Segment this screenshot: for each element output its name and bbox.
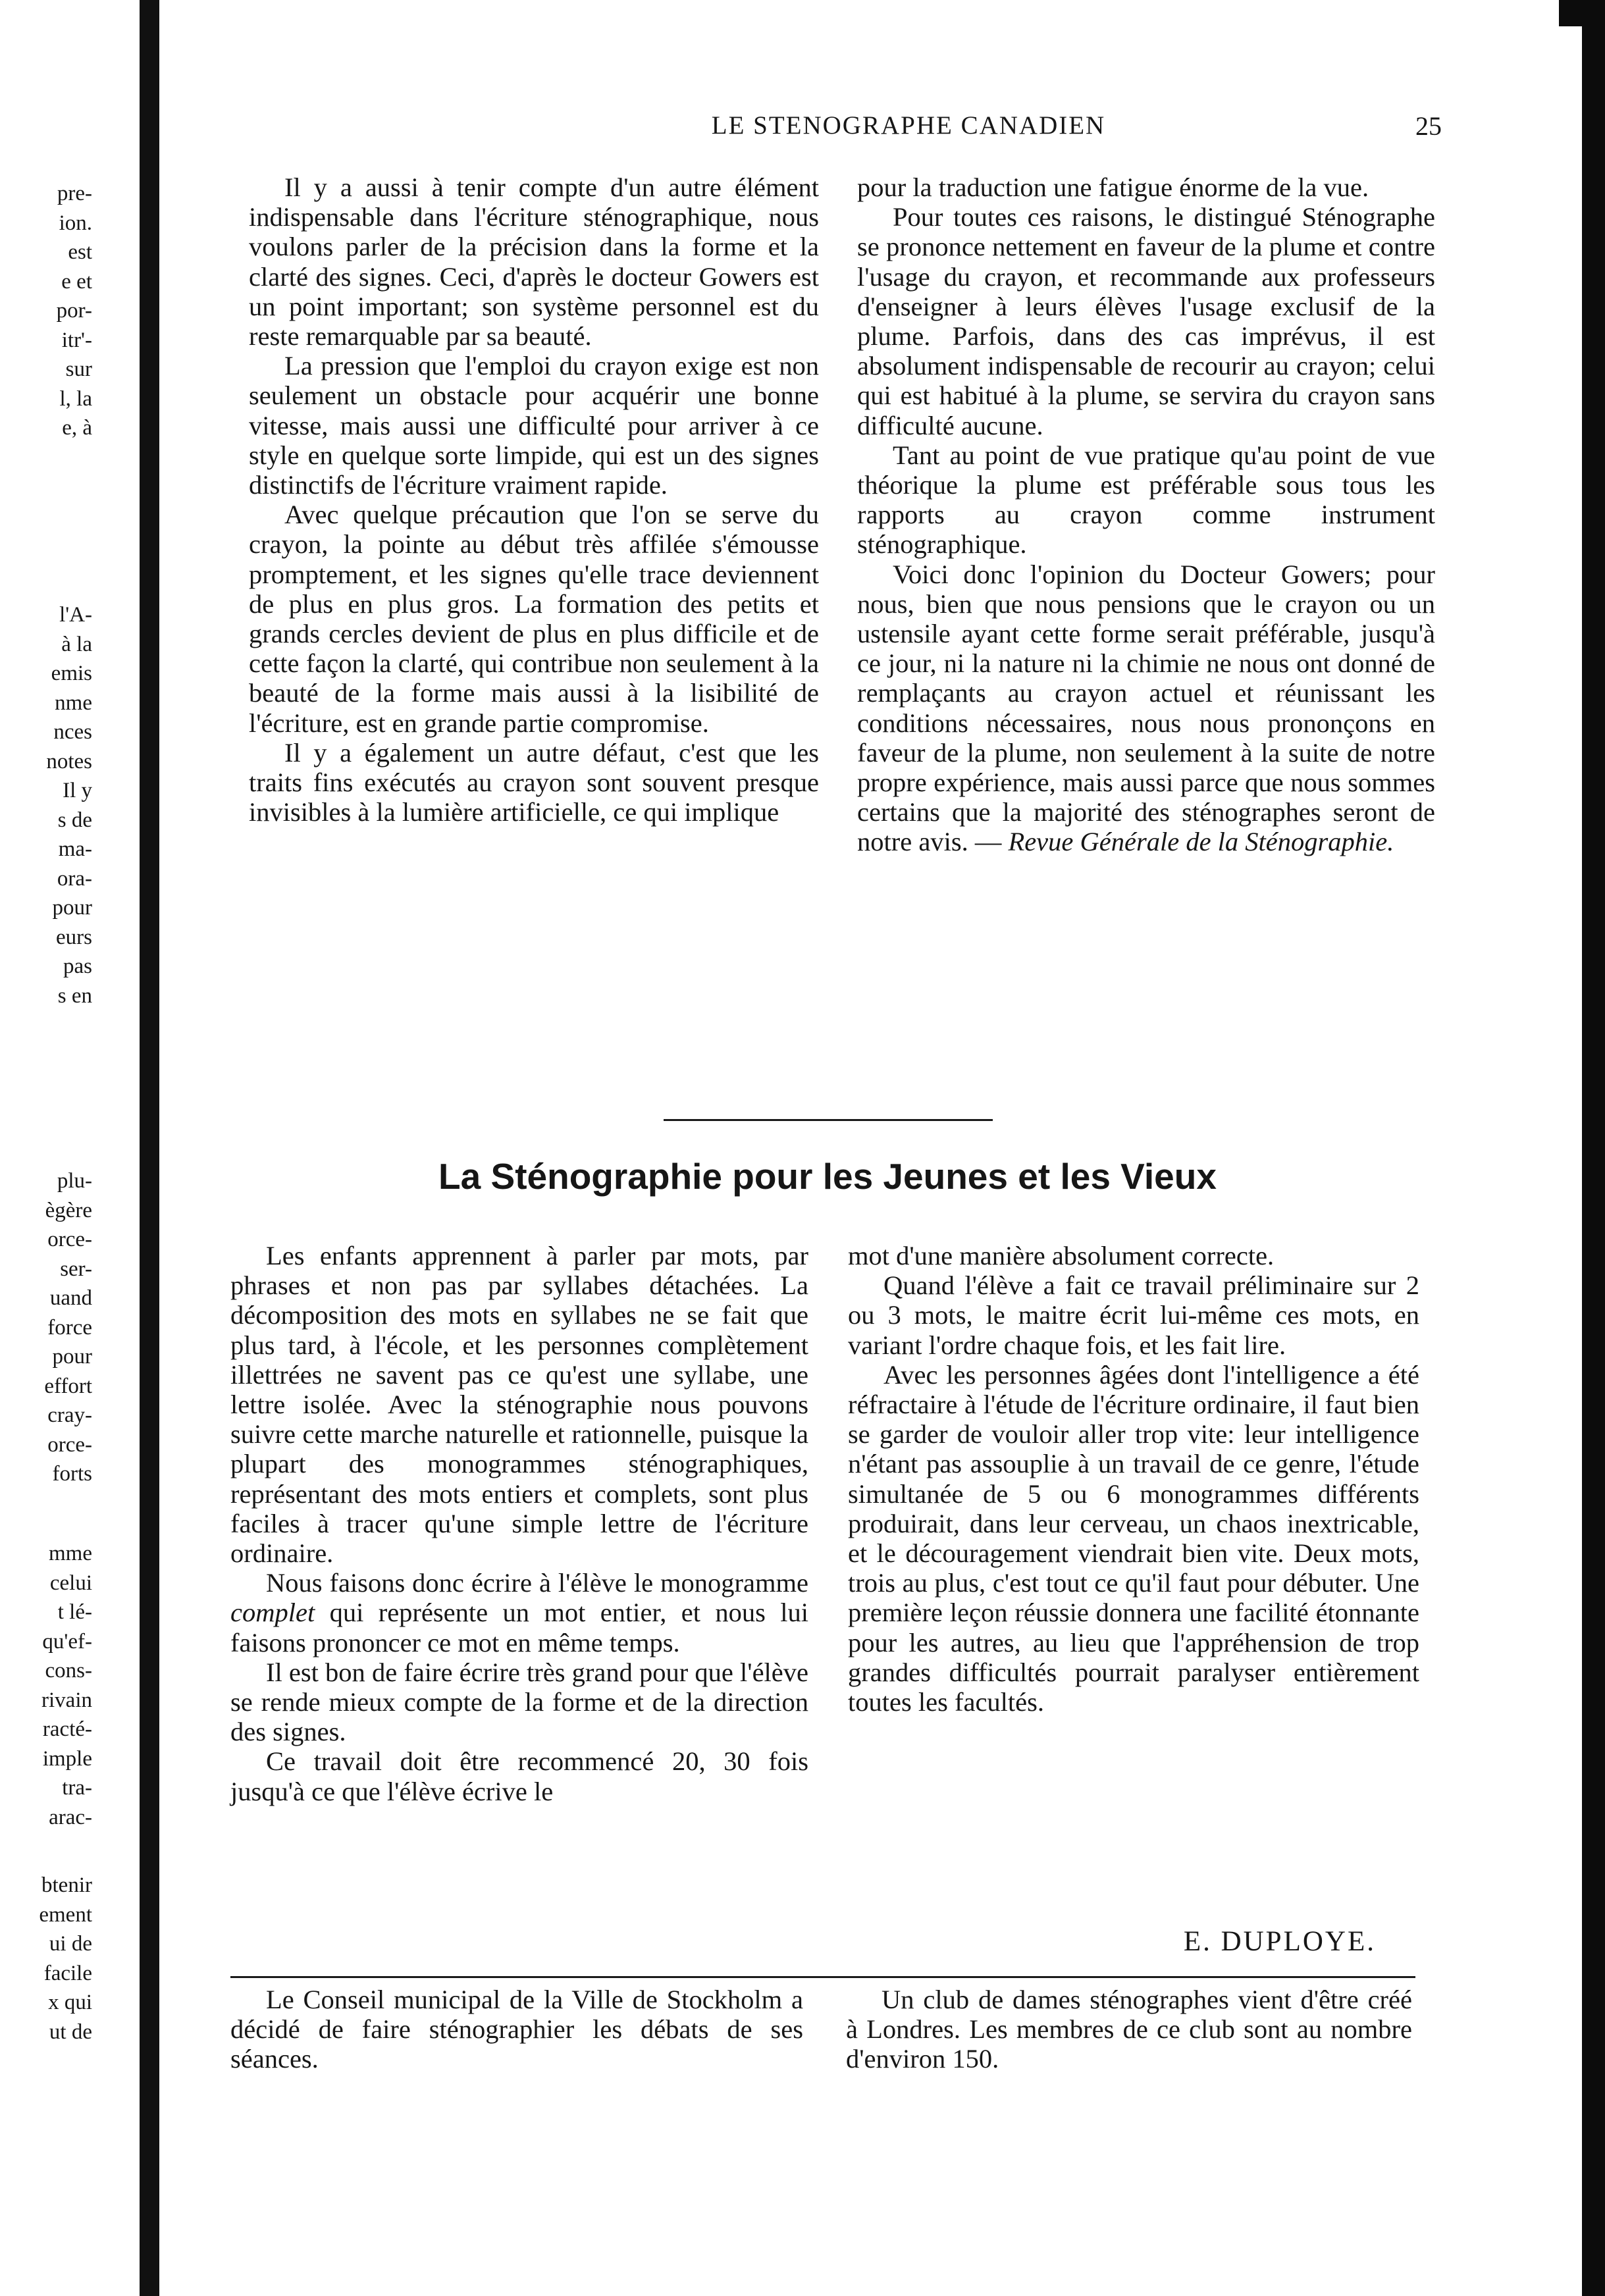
- paragraph: Un club de dames sténographes vient d'être créé à Londres. Les membres de ce club sont au nombre d'environ 150.: [846, 1985, 1412, 2074]
- spine-line: pour: [52, 896, 92, 920]
- paragraph: [857, 560, 1435, 857]
- paragraph: Avec quelque précaution que l'on se serve du crayon, la pointe au début très affilée s'émousse promptement, et les signes qu'elle trace deviennent de plus en plus gros. La formation des petits et grands cercles devient de plus en plus difficile et de cette façon la clarté, qui contribue non seulement à la beauté de la forme mais aussi à la lisibilité de l'écriture, est en grande partie compromise.: [249, 500, 819, 738]
- spine-line: racté-: [42, 1717, 92, 1741]
- spine-line: l, la: [59, 386, 92, 411]
- spine-line: forts: [52, 1462, 92, 1486]
- footer-divider: [230, 1976, 1415, 1978]
- author-signature: E. DUPLOYE.: [1183, 1926, 1376, 1957]
- paragraph-text: qui représente un mot entier, et nous lui faisons prononcer ce mot en même temps.: [230, 1598, 809, 1657]
- spine-line: à la: [61, 632, 92, 656]
- paragraph: Les enfants apprennent à parler par mots, par phrases et non pas par syllabes détachées. La décomposition des mots en syllabes ne se fait que plus tard, à l'école, et les personnes complètement illettrées ne savent pas ce qu'est une syllabe, une lettre isolée. Avec la sténographie nous pouvons suivre cette marche naturelle et rationnelle, puisque la plupart des monogrammes sténographiques, représentant des mots entiers et complets, sont plus faciles à tracer qu'une simple lettre de l'écriture ordinaire.: [230, 1241, 808, 1569]
- spine-line: nme: [55, 691, 92, 715]
- paragraph-continuation: mot d'une manière absolument correcte.: [848, 1241, 1275, 1270]
- spine-line: Il y: [63, 779, 92, 802]
- spine-line: btenir: [41, 1873, 92, 1897]
- facing-page-fragment: [0, 600, 92, 1010]
- paragraph: Tant au point de vue pratique qu'au point de vue théorique la plume est préférable sous tous les rapports au crayon comme instrument sténographique.: [857, 440, 1435, 560]
- spine-line: notes: [46, 749, 92, 773]
- news-brief-right: [846, 1985, 1412, 2074]
- spine-line: ion.: [59, 211, 92, 235]
- facing-page-fragment: [0, 1166, 92, 1489]
- paragraph: Ce travail doit être recommencé 20, 30 fois jusqu'à ce que l'élève écrive le: [230, 1746, 808, 1806]
- paragraph: Il est bon de faire écrire très grand pour que l'élève se rende mieux compte de la forme et de la direction des signes.: [230, 1657, 808, 1747]
- page-number: 25: [1415, 111, 1442, 141]
- news-brief-left: [230, 1985, 803, 2074]
- spine-line: e, à: [62, 416, 92, 440]
- paragraph: Quand l'élève a fait ce travail préliminaire sur 2 ou 3 mots, le maitre écrit lui-même ces mots, en variant l'ordre chaque fois, et les fait lire.: [848, 1270, 1419, 1360]
- paragraph: Le Conseil municipal de la Ville de Stockholm a décidé de faire sténographier les débats de ses séances.: [230, 1985, 803, 2074]
- page-right-edge: [1582, 0, 1605, 2296]
- paragraph: Avec les personnes âgées dont l'intelligence a été réfractaire à l'étude de l'écriture ordinaire, il faut bien se garder de vouloir aller trop vite: leur intelligence n'étant pas assouplie à un travail de ce genre, l'étude simultanée de 5 ou 6 monogrammes différents produirait, dans leur cerveau, un chaos inextricable, et le découragement viendrait bien vite. Deux mots, trois au plus, c'est tout ce qu'il faut pour débuter. Une première leçon réussie donnera une facilité étonnante pour les autres, au lieu que l'appréhension de trop grandes difficultés pourrait paralyser entièrement toutes les facultés.: [848, 1359, 1419, 1717]
- spine-line: s en: [57, 983, 92, 1008]
- paragraph: Il y a également un autre défaut, c'est que les traits fins exécutés au crayon sont souvent presque invisibles à la lumière artificielle, ce qui implique: [249, 737, 819, 827]
- spine-line: x qui: [48, 1991, 92, 2014]
- spine-line: est: [68, 240, 92, 264]
- spine-line: s de: [57, 808, 92, 832]
- facing-page-fragment: [0, 1871, 92, 2047]
- spine-line: ement: [39, 1902, 92, 1927]
- page-corner-mark: [1559, 0, 1605, 26]
- spine-line: cray-: [47, 1403, 92, 1427]
- spine-line: celui: [49, 1571, 92, 1595]
- paragraph-text: Voici donc l'opinion du Docteur Gowers; pour nous, bien que nous pensions que le crayon ou un ustensile ayant cette forme serait préférable, jusqu'à ce jour, ni la nature ni la chimie ne nous ont donné de remplaçants au crayon actuel et réunissant les conditions nécessaires, nous nous prononçons en faveur de la plume, non seulement à la suite de notre propre expérience, mais aussi parce que nous sommes certains que la majorité des sténographes seront de notre avis. —: [857, 559, 1435, 857]
- spine-line: ut de: [49, 2020, 92, 2044]
- spine-line: ma-: [58, 837, 92, 861]
- spine-line: emis: [51, 662, 92, 685]
- article1-left-column: [249, 172, 819, 827]
- spine-line: ui de: [49, 1932, 92, 1956]
- spine-line: t lé-: [57, 1600, 92, 1624]
- article1-right-column: [857, 172, 1435, 857]
- spine-line: pas: [63, 954, 92, 978]
- spine-line: itr'-: [61, 328, 92, 352]
- spine-line: qu'ef-: [42, 1629, 92, 1654]
- spine-line: ser-: [60, 1257, 92, 1281]
- spine-line: pre-: [57, 182, 92, 205]
- spine-line: ègère: [45, 1198, 92, 1222]
- spine-line: pour: [52, 1345, 92, 1369]
- spine-line: por-: [56, 299, 92, 323]
- facing-page-fragment: [0, 1539, 92, 1832]
- spine-line: arac-: [49, 1805, 92, 1829]
- spine-line: imple: [42, 1746, 92, 1771]
- spine-line: effort: [44, 1374, 92, 1398]
- spine-line: l'A-: [59, 603, 92, 627]
- page-binding-edge: [140, 0, 159, 2296]
- spine-line: force: [47, 1315, 92, 1340]
- paragraph: [230, 1568, 808, 1657]
- paragraph-text: Nous faisons donc écrire à l'élève le monogramme: [266, 1568, 808, 1598]
- spine-line: tra-: [62, 1776, 92, 1800]
- paragraph: Il y a aussi à tenir compte d'un autre élément indispensable dans l'écriture sténographique, nous voulons parler de la précision dans la forme et la clarté des signes. Ceci, d'après le docteur Gowers est un point important; son système personnel est du reste remarquable par sa beauté.: [249, 172, 819, 352]
- spine-line: plu-: [57, 1169, 92, 1193]
- article2-right-column: [848, 1241, 1419, 1717]
- running-title: LE STENOGRAPHE CANADIEN: [711, 111, 1106, 140]
- spine-line: rivain: [41, 1688, 92, 1712]
- spine-line: cons-: [45, 1659, 92, 1683]
- source-citation: Revue Générale de la Sténographie.: [1008, 827, 1394, 857]
- spine-line: e et: [61, 269, 92, 294]
- spine-line: uand: [49, 1286, 92, 1310]
- article-headline: La Sténographie pour les Jeunes et les Vieux: [438, 1156, 1217, 1197]
- facing-page-fragment: [0, 179, 92, 443]
- spine-line: orce-: [47, 1432, 92, 1457]
- spine-line: facile: [43, 1961, 92, 1985]
- paragraph-continuation: pour la traduction une fatigue énorme de la vue.: [857, 172, 1369, 202]
- article2-left-column: [230, 1241, 808, 1806]
- section-divider: [664, 1119, 993, 1121]
- paragraph: La pression que l'emploi du crayon exige est non seulement un obstacle pour acquérir une bonne vitesse, mais aussi une difficulté pour arriver à ce style en quelque sorte limpide, qui est un des signes distinctifs de l'écriture vraiment rapide.: [249, 351, 819, 500]
- spine-line: sur: [65, 357, 92, 381]
- spine-line: ora-: [57, 866, 92, 891]
- spine-line: nces: [53, 720, 92, 744]
- spine-line: mme: [49, 1542, 92, 1565]
- emphasis-word: complet: [230, 1598, 315, 1628]
- paragraph: Pour toutes ces raisons, le distingué Sténographe se prononce nettement en faveur de la plume et contre l'usage du crayon, et recommande aux professeurs d'enseigner à leurs élèves l'usage exclusif de la plume. Parfois, dans des cas imprévus, il est absolument indispensable de recourir au crayon; celui qui est habitué à la plume, se servira du crayon sans difficulté aucune.: [857, 202, 1435, 440]
- spine-line: orce-: [47, 1228, 92, 1251]
- spine-line: eurs: [56, 925, 92, 949]
